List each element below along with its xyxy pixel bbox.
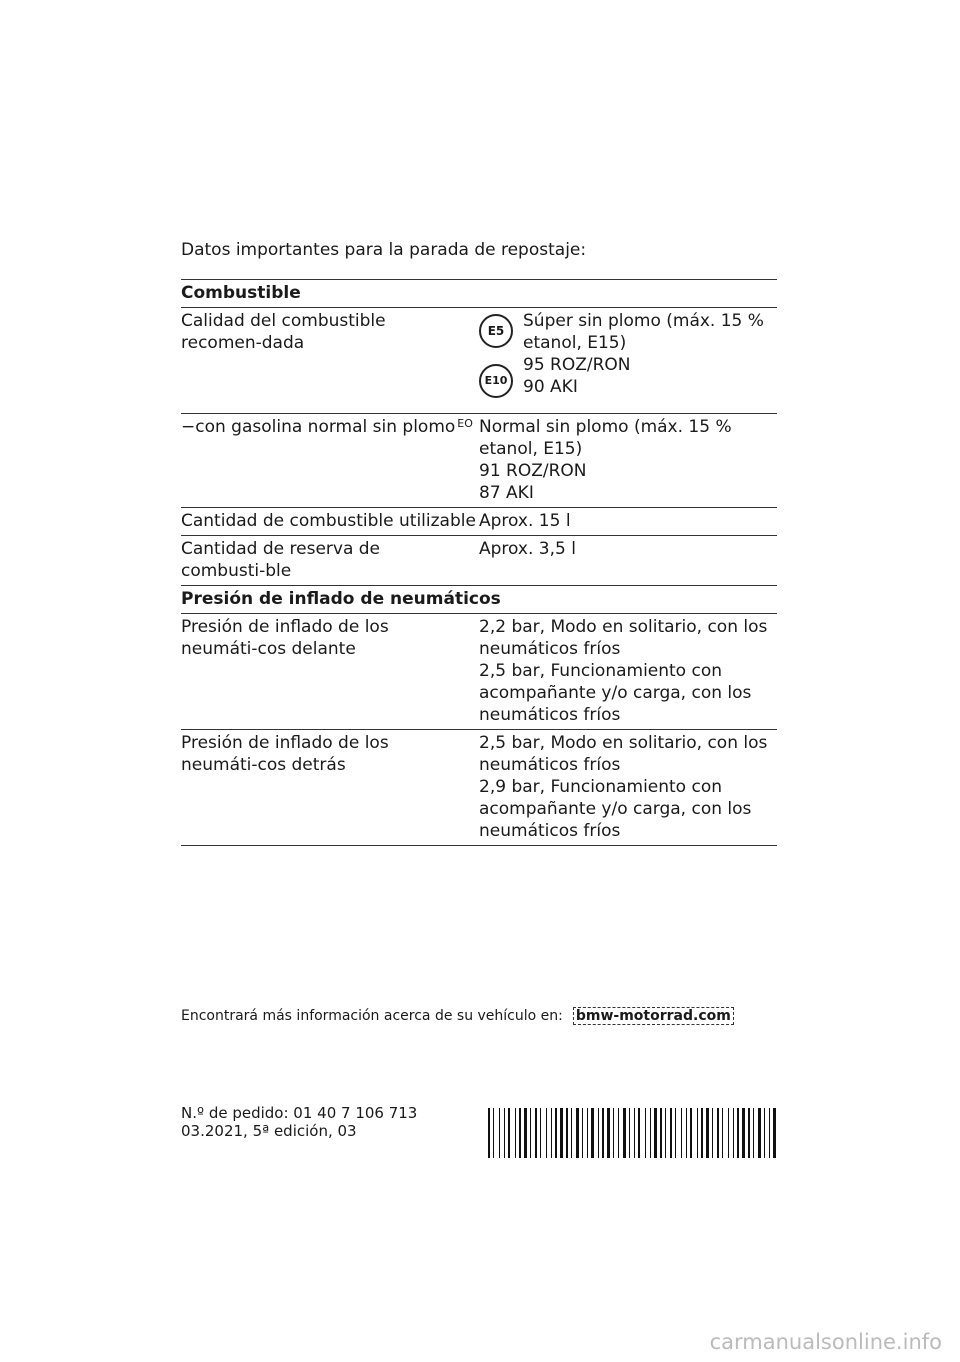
barcode-bar	[618, 1108, 619, 1158]
barcode-bar	[701, 1108, 703, 1158]
footnote-marker: EO	[457, 417, 473, 430]
barcode-bar	[722, 1108, 723, 1158]
barcode-bar	[733, 1108, 734, 1158]
barcode-bar	[499, 1108, 500, 1158]
barcode-bar	[728, 1108, 729, 1158]
fuel-line: 87 AKI	[479, 483, 534, 503]
barcode-bar	[566, 1108, 568, 1158]
barcode-bar	[737, 1108, 739, 1158]
barcode-bar	[660, 1108, 662, 1158]
pressure-line: 2,5 bar, Modo en solitario, con los	[479, 733, 768, 753]
barcode-bar	[551, 1108, 552, 1158]
barcode-bar	[607, 1108, 610, 1158]
barcode-bar	[753, 1108, 754, 1158]
row-label: Cantidad de reserva de combusti-ble	[181, 539, 381, 581]
barcode-bar	[629, 1108, 630, 1158]
barcode-bar	[555, 1108, 557, 1158]
row-label: Presión de inflado de los neumáti-cos detrás	[181, 733, 389, 775]
section-fuel: Combustible	[181, 280, 777, 308]
barcode-bar	[591, 1108, 594, 1158]
barcode-bar	[504, 1108, 505, 1158]
order-number: N.º de pedido: 01 40 7 106 713	[181, 1104, 418, 1122]
barcode-bar	[697, 1108, 698, 1158]
pressure-line: neumáticos fríos	[479, 755, 621, 775]
barcode-bar	[706, 1108, 709, 1158]
barcode-bar	[488, 1108, 490, 1158]
section-tyres: Presión de inflado de neumáticos	[181, 586, 777, 614]
barcode-bar	[717, 1108, 719, 1158]
row-label: Presión de inflado de los neumáti-cos delante	[181, 617, 389, 659]
pressure-line: 2,9 bar, Funcionamiento con	[479, 777, 723, 797]
barcode-bar	[546, 1108, 547, 1158]
barcode-bar	[670, 1108, 672, 1158]
fuel-line: 90 AKI	[523, 377, 578, 397]
barcode-bar	[613, 1108, 614, 1158]
barcode-bar	[582, 1108, 583, 1158]
pressure-line: neumáticos fríos	[479, 821, 621, 841]
barcode-bar	[769, 1108, 770, 1158]
row-reserve-fuel	[181, 536, 777, 586]
barcode-bar	[773, 1108, 776, 1158]
barcode-bar	[524, 1108, 527, 1158]
barcode-bar	[508, 1108, 510, 1158]
more-info-text: Encontrará más información acerca de su vehículo en:	[181, 1008, 563, 1024]
row-label: Cantidad de combustible utilizable	[181, 511, 476, 531]
row-regular-fuel	[181, 414, 777, 508]
barcode-bar	[675, 1108, 676, 1158]
barcode	[486, 1108, 777, 1163]
row-usable-fuel	[181, 508, 777, 536]
barcode-bar	[650, 1108, 651, 1158]
fuel-line: 95 ROZ/RON	[523, 355, 631, 375]
barcode-bar	[665, 1108, 666, 1158]
barcode-bar	[712, 1108, 713, 1158]
pressure-line: 2,5 bar, Funcionamiento con	[479, 661, 723, 681]
row-rear-pressure	[181, 730, 777, 846]
pressure-line: neumáticos fríos	[479, 705, 621, 725]
barcode-bar	[571, 1108, 572, 1158]
edition-info: 03.2021, 5ª edición, 03	[181, 1122, 357, 1140]
barcode-bar	[602, 1108, 604, 1158]
barcode-bar	[654, 1108, 657, 1158]
order-block	[181, 1104, 417, 1140]
barcode-bar	[530, 1108, 531, 1158]
barcode-bar	[645, 1108, 646, 1158]
pressure-line: acompañante y/o carga, con los	[479, 799, 752, 819]
barcode-bar	[764, 1108, 765, 1158]
website-link[interactable]: bmw-motorrad.com	[573, 1007, 734, 1025]
barcode-bar	[638, 1108, 640, 1158]
barcode-bar	[758, 1108, 761, 1158]
barcode-bar	[519, 1108, 521, 1158]
barcode-bar	[634, 1108, 635, 1158]
barcode-bar	[690, 1108, 692, 1158]
row-value: Aprox. 15 l	[479, 511, 571, 531]
pressure-line: 2,2 bar, Modo en solitario, con los	[479, 617, 768, 637]
barcode-bar	[576, 1108, 579, 1158]
fuel-line: etanol, E15)	[523, 333, 627, 353]
more-info	[181, 1008, 734, 1024]
fuel-line: Súper sin plomo (máx. 15 %	[523, 311, 764, 331]
barcode-bar	[742, 1108, 745, 1158]
barcode-bar	[686, 1108, 687, 1158]
barcode-bar	[540, 1108, 541, 1158]
barcode-bar	[535, 1108, 537, 1158]
fuel-line: Normal sin plomo (máx. 15 %	[479, 417, 732, 437]
fuel-line: 91 ROZ/RON	[479, 461, 587, 481]
barcode-bar	[681, 1108, 682, 1158]
spec-table	[181, 279, 777, 846]
barcode-bar	[560, 1108, 563, 1158]
e5-fuel-icon: E5	[479, 314, 513, 348]
watermark: carmanualsonline.info	[709, 1330, 942, 1354]
barcode-bar	[587, 1108, 588, 1158]
barcode-bar	[515, 1108, 516, 1158]
barcode-bar	[598, 1108, 599, 1158]
row-label: −con gasolina normal sin plomo	[181, 417, 456, 437]
barcode-bar	[493, 1108, 494, 1158]
e10-fuel-icon: E10	[479, 364, 513, 398]
row-label: Calidad del combustible recomen-dada	[181, 311, 386, 353]
row-fuel-quality	[181, 308, 777, 414]
pressure-line: neumáticos fríos	[479, 639, 621, 659]
pressure-line: acompañante y/o carga, con los	[479, 683, 752, 703]
row-front-pressure	[181, 614, 777, 730]
row-value: Aprox. 3,5 l	[479, 539, 576, 559]
fuel-line: etanol, E15)	[479, 439, 583, 459]
barcode-bar	[748, 1108, 750, 1158]
intro-text: Datos importantes para la parada de repostaje:	[181, 240, 587, 260]
barcode-bar	[623, 1108, 626, 1158]
